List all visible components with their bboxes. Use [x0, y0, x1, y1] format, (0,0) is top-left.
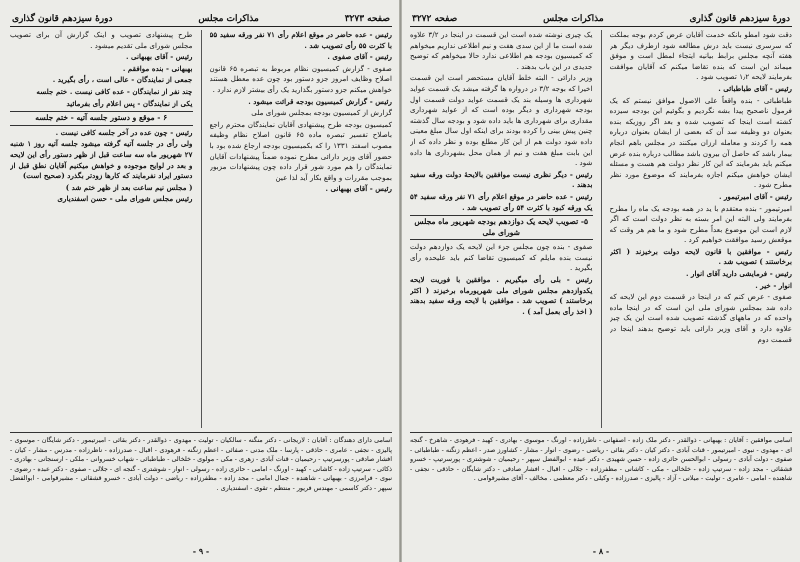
speech-paragraph: رئیس - عده حاضر در موقع اعلام رأی ۷۱ نفر ورقه سفید ۵۵ با کثرت ۵۵ رأی تصویب شد . [209, 30, 392, 50]
speech-paragraph: رئیس - آقای بهبهانی . [325, 184, 392, 194]
column [210, 30, 393, 428]
column-divider [601, 30, 602, 428]
speech-paragraph: رئیس - بلی رأی میگیریم . موافقین با فوریت لایحه یکدوازدهم مجلس شورای ملی شهریورماه برخیزند ( اکثر برخاستند ) تصویب شد . موافقین با لایحه ورقه سفید بدهند ( اخذ رأی بعمل آمد ) . [410, 275, 593, 316]
speech-paragraph: صفوی - بنده چون مجلس جزء این لایحه یک دوازدهم دولت نیست بنده مایلم که کمیسیون تقاضا کنم باید علیحده رأی بگیرید . [410, 242, 593, 273]
speech-paragraph: رئیس - عده حاضر در موقع اعلام رأی ۷۱ نفر ورقه سفید ۵۴ یک ورقه کبود با کثرت ۵۴ رأی تصویب شد . [410, 191, 593, 212]
column [410, 30, 593, 428]
speech-paragraph: رئیس - آقای بهبهانی . [125, 52, 193, 62]
page-number: - ۸ - [592, 546, 610, 556]
speech-paragraph: دقت شود امطو بانکه خدمت آقایان عرض کردم بوجه بملکت که سرسری نیست باید درش مطالعه شود ازطرف دیگر هر هفته آنچه مجلس برابط بیانیه ایتجاء لمطل است و موفق میماند این است که بنده تقاضا میکنم که آقایان موافقت بفرمایند لایحه ۱٫۲ تصویب شود . [609, 30, 792, 82]
speech-paragraph: رئیس - چون عده در آخر جلسه کافی نیست . [55, 127, 193, 137]
vote-footnote [10, 432, 392, 542]
column [10, 30, 193, 428]
text-columns [10, 30, 392, 428]
speech-paragraph: رئیس مجلس شورای ملی - حسن اسفندیاری [57, 194, 193, 204]
page-left [10, 6, 392, 556]
header-series: دورهٔ سیزدهم قانون گذاری [689, 14, 790, 24]
speech-paragraph: ولی رأی در جلسه آتیه گرفته میشود جلسه آتیه روز ۱ شنبه ۲۷ شهریور ماه سه ساعت قبل از ظهر دستور رأی این لایحه و بعد در لوایح موجوده و خواهش میکنیم آقایان نطق قبل از دستور ایراد نفرمایند که کارها زودتر بگذرد (صحیح است) [10, 139, 193, 181]
page-right [410, 6, 792, 556]
speech-paragraph: جمعی از نمایندگان - عالی است ، رأی بگیرید . [52, 75, 193, 85]
speech-paragraph: یک چیزی نوشته شده است این قسمت در اینجا در ۳/۲ علاوه شده است ما از این سدی هفت و نیم اطلاعی نداریم میخواهم که کمیسیون بودجه هم اطلاعی ندارد حالا میخواهم که توضیح جدیدی در این باب بدهند . [410, 30, 593, 71]
header-page-label: صفحه ۳۲۷۳ [344, 14, 390, 24]
speech-paragraph: طباطبائی - بنده واقعاً علی الاصول موافق نیستم که یک فرمول ناصحیح پیدا بشه نگردیم و بگوئیم این بودجه سیزده کشته است اینجا که تصویب شده و بعد اگر روزیکه بنده بعنوان دو وظیفه سد آن که بعضی از ایشان بعنوان درباره همه را کردند و معامله ارزان میکنند در مجلس باهم انجام بیمار باشد که حاصل آن بیرون باشد مطالب درباره بنده عرض میکنم باید بفرمایند که این کار نظر دولت هم هست و مسئله ایشان خواهش میکنم اجازه بفرمایند که موضوع مورد نظر مطرح شود . [609, 95, 792, 190]
speech-paragraph: طرح پیشنهادی تصویب و اینک گزارش آن برای تصویب مجلس شورای ملی تقدیم میشود . [10, 30, 193, 50]
speech-paragraph: رئیس - موافقین با قانون لایحه دولت برخیزند ( اکثر برخاستند ) تصویب شد . [609, 246, 792, 267]
vote-footnote [410, 432, 792, 542]
header-page-label: صفحه ۳۲۷۲ [412, 14, 458, 24]
section-heading: ۵- تصویب لایحه یک دوازدهم بودجه شهریور ماه مجلس شورای ملی [410, 215, 593, 240]
header-title: مذاکرات مجلس [543, 14, 604, 24]
speech-paragraph: امیرتیمور - بنده معتقدم با ید در همه بودجه یک ماه را مطرح بفرمایند ولی البته این امر بسته به نظر دولت است که اگر لازم است این موضوع بعداً مطرح شود و ما هم هر وقت که موقعش رسید موافقت خواهیم کرد . [609, 203, 792, 245]
page-header [410, 6, 792, 27]
section-heading: ۶ - موقع و دستور جلسه آتیه - ختم جلسه [10, 111, 193, 126]
speech-paragraph: گزارش از کمیسیون بودجه بمجلس شورای ملی [251, 108, 392, 118]
speech-paragraph: صفوی - گزارش کمیسیون نظام مربوط به تبصره ۶۵ قانون اصلاح وظایف امروز جزو دستور بود چون عده معطل هستند خواهش میکنم جزو دستور بگذارید یک رأی بیشتر لازم ندارد . [209, 63, 392, 94]
column [610, 30, 793, 428]
page-number: - ۹ - [192, 546, 210, 556]
speech-paragraph: رئیس - گزارش کمیسیون بودجه قرائت میشود . [248, 96, 392, 106]
speech-paragraph: یکی از نمایندگان - پس اعلام رأی بفرمائید [66, 98, 193, 108]
speech-paragraph: ( مجلس نیم ساعت بعد از ظهر ختم شد ) [65, 182, 193, 192]
speech-paragraph: بهبهانی - بنده موافقم . [122, 63, 193, 73]
footnote-text: اسامی موافقین : آقایان : بهبهانی - ذوالقدر - دکتر ملک زاده - اصفهانی - ناظرزاده - اورنگ - موسوی - بهادری - کهبد - فرهودی - شاهرخ - گنجه ای - مهدوی - نبوی - امیرتیمور - قنات آبادی - دکتر کیان - دکتر بقائی - ریاضی - رضوی - انوار - مشار - کشاورز صدر - اعظم زنگنه - طباطبائی - صفوی - دولت آبادی - رسولی - ابوالحسن حائری زاده - حسن شهیدی - دکتر عبده - ابوالفضل سپهر - رحیمیان - شوشتری - پورسرتیپ - خسرو قشقائی - مجد زاده - سرتیپ زاده - خلخالی - مکی - کاشانی - مظفرزاده - جلالی - اقبال - افشار صادقی - دکتر شایگان - حاذقی - نجفی - شاهنده - امامی - عامری - تولیت - میلانی - آزاد - پالیزی - صدرزاده - وکیلی - دکتر معظمی . مخالف - آقای مشیرقوامی . [410, 436, 792, 483]
text-columns [410, 30, 792, 428]
speech-paragraph: رئیس - دیگر نظری نیست موافقین بالایحهٔ دولت ورقه سفید بدهند . [410, 169, 593, 190]
speech-paragraph: رئیس - آقای صفوی . [327, 52, 392, 62]
header-series: دورهٔ سیزدهم قانون گذاری [12, 14, 113, 24]
speech-paragraph: رئیس - فرمایشی دارید آقای انوار . [685, 269, 792, 279]
speech-paragraph: رئیس - آقای طباطبائی . [718, 83, 792, 93]
column-divider [201, 30, 202, 428]
book-gutter [399, 0, 402, 562]
footnote-text: اسامی دارای دهندگان : آقایان : لاریجانی - دکتر منگنه - سالکیان - تولیت - مهدوی - ذوالقدر - دکتر بقائی - امیرتیمور - دکتر شایگان - موسوی - پالیزی - نجفی - عامری - حاذقی - پارسا - ملک مدنی - صفائی - اعظم زنگنه - فرهودی - اقبال - صدرزاده - ناظرزاده - مدرس - مشار - کیان - افشار صادقی - پورسرتیپ - رحیمیان - قنات آبادی - زهری - مکی - مولوی - خلخالی - طباطبائی - شهاب خسروانی - ملکی - ارسنجانی - بهادری - ذکائی - سرتیپ زاده - کاشانی - کهبد - اورنگ - امامی - حائری زاده - رسولی - انوار - شوشتری - گنجه ای - جلالی - صفوی - دکتر عبده - رضوی - نبوی - فرامرزی - بهبهانی - شاهنده - جمال امامی - مجد زاده - مظفرزاده - ریاضی - دولت آبادی - خسرو قشقائی - مشیرقوامی - ابوالفضل سپهر - دکتر کاسمی - مهندس فریور - منتظم - تقوی - اسفندیاری . [10, 436, 392, 492]
speech-paragraph: کمیسیون بودجه طرح پیشنهادی آقایان نمایندگان محترم راجع باصلاح تفسیر تبصره ماده ۶۵ قانون اصلاح نظام وظیفه مصوب اسفند ۱۳۳۱ را که بکمیسیون بودجه ارجاع شده بود با حضور آقای وزیر دارائی مطرح نموده ضمناً پیشنهادات آقایان نمایندگان را هم مورد شور قرار داده چون پیشنهادات مزبور بموجب مقررات و واقع بکار آید لذا عین [209, 119, 392, 182]
speech-paragraph: وزیر دارائی - البته خلط آقایان مستحضر است این قسمت اخیرا که بوجه ۳/۲ در درواره ها گرفته میشد یک قسمت عواید شهرداری ها وسیله بند یک قسمت عواید دولت قسمت اول بودجه شهرداری و دیگر بوده است که از عواید شهرداری مقداری برای شهرداری ها باید داده شود و بودجه سال گذشته چنین پیش بینی را کرده بودند برای اینکه اول سال مبلغ معینی داده شود دولت هم از این کار مطلع بوده و نظر داده که از این بابت مبلغ هفت و نیم از همان محل بشهرداری ها داده شود . [410, 73, 593, 168]
speech-paragraph: صفوی - عرض کنم که در اینجا در قسمت دوم این لایحه که داده شد بمجلس شورای ملی این است که در اینجا ماده واحده که در ماههای گذشته تصویب شده است این یک چیز علاوه دارد و آقای وزیر دارائی باید توضیح بدهند اینجا در قسمت دوم [609, 292, 792, 344]
speech-paragraph: انوار - خیر . [755, 280, 792, 290]
speech-paragraph: چند نفر از نمایندگان - عده کافی نیست . ختم جلسه [36, 86, 193, 96]
header-title: مذاکرات مجلس [198, 14, 259, 24]
page-header [10, 6, 392, 27]
speech-paragraph: رئیس - آقای امیرتیمور . [718, 191, 792, 201]
